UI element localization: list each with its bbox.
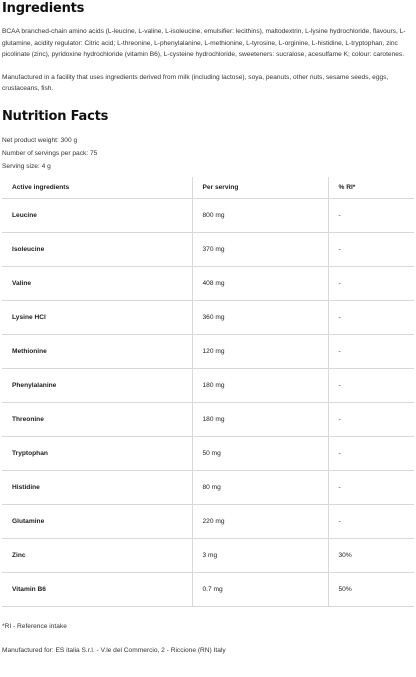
per-serving-value: 408 mg bbox=[192, 267, 328, 301]
ri-value: - bbox=[328, 505, 414, 539]
per-serving-value: 180 mg bbox=[192, 403, 328, 437]
table-row bbox=[2, 369, 414, 403]
net-weight: Net product weight: 300 g bbox=[2, 136, 78, 144]
product-info-page bbox=[0, 1, 416, 677]
table-row bbox=[2, 437, 414, 471]
per-serving-value: 50 mg bbox=[192, 437, 328, 471]
column-header-per-serving: Per serving bbox=[192, 177, 328, 199]
table-row bbox=[2, 505, 414, 539]
ri-value: - bbox=[328, 301, 414, 335]
ingredient-name: Valine bbox=[2, 267, 192, 301]
per-serving-value: 800 mg bbox=[192, 199, 328, 233]
per-serving-value: 0.7 mg bbox=[192, 573, 328, 607]
ri-value: - bbox=[328, 267, 414, 301]
nutrition-facts-summary bbox=[2, 134, 414, 173]
table-row bbox=[2, 573, 414, 607]
ri-value: - bbox=[328, 369, 414, 403]
ri-value: - bbox=[328, 471, 414, 505]
table-row bbox=[2, 301, 414, 335]
per-serving-value: 360 mg bbox=[192, 301, 328, 335]
table-row bbox=[2, 539, 414, 573]
ri-value: 30% bbox=[328, 539, 414, 573]
ingredient-name: Isoleucine bbox=[2, 233, 192, 267]
per-serving-value: 80 mg bbox=[192, 471, 328, 505]
per-serving-value: 370 mg bbox=[192, 233, 328, 267]
ingredients-text: BCAA branched-chain amino acids (L-leucine, L-valine, L-isoleucine, emulsifier: lecithins), maltodextrin, L-lysine hydrochloride, flavours, L-glutamine, acidity regulator: Citric acid; L-threonine, L-phenylalanine, L-methionine, L-tyrosine, L-orginine, L-histidine, L-tryptophan, zinc picolinate (zinc), pyridoxine hydrochloride (vitamin B6), L-cysteine hydrochloride, sweeteners: sucralose, acesulfame K; colour: carotenes. bbox=[2, 28, 406, 58]
ri-value: - bbox=[328, 233, 414, 267]
ri-value: 50% bbox=[328, 573, 414, 607]
servings-per-pack: Number of servings per pack: 75 bbox=[2, 149, 98, 157]
ingredient-name: Lysine HCl bbox=[2, 301, 192, 335]
ri-footnote: *RI - Reference intake bbox=[2, 623, 67, 630]
nutrition-table bbox=[2, 177, 414, 608]
ingredient-name: Tryptophan bbox=[2, 437, 192, 471]
allergen-text: Manufactured in a facility that uses ingredients derived from milk (including lactose), soya, peanuts, other nuts, sesame seeds, eggs, crustaceans, fish. bbox=[2, 73, 389, 92]
serving-size: Serving size: 4 g bbox=[2, 162, 51, 170]
per-serving-value: 3 mg bbox=[192, 539, 328, 573]
ingredient-name: Zinc bbox=[2, 539, 192, 573]
table-row bbox=[2, 267, 414, 301]
per-serving-value: 180 mg bbox=[192, 369, 328, 403]
ingredient-name: Phenylalanine bbox=[2, 369, 192, 403]
ingredient-name: Leucine bbox=[2, 199, 192, 233]
ingredients-heading: Ingredients bbox=[2, 1, 85, 16]
table-row bbox=[2, 233, 414, 267]
ingredient-name: Vitamin B6 bbox=[2, 573, 192, 607]
ingredient-name: Glutamine bbox=[2, 505, 192, 539]
ri-value: - bbox=[328, 335, 414, 369]
ingredient-name: Histidine bbox=[2, 471, 192, 505]
table-header-row bbox=[2, 177, 414, 199]
ri-value: - bbox=[328, 199, 414, 233]
column-header-active-ingredients: Active ingredients bbox=[2, 177, 192, 199]
column-header-ri: % RI* bbox=[328, 177, 414, 199]
table-row bbox=[2, 403, 414, 437]
nutrition-facts-heading: Nutrition Facts bbox=[2, 108, 109, 124]
table-row bbox=[2, 335, 414, 369]
table-row bbox=[2, 471, 414, 505]
table-row bbox=[2, 199, 414, 233]
ri-value: - bbox=[328, 403, 414, 437]
ri-value: - bbox=[328, 437, 414, 471]
ingredient-name: Methionine bbox=[2, 335, 192, 369]
per-serving-value: 220 mg bbox=[192, 505, 328, 539]
per-serving-value: 120 mg bbox=[192, 335, 328, 369]
ingredient-name: Threonine bbox=[2, 403, 192, 437]
manufacturer-info: Manufactured for: ES italia S.r.l. - V.le del Commercio, 2 - Riccione (RN) Italy bbox=[2, 647, 226, 654]
